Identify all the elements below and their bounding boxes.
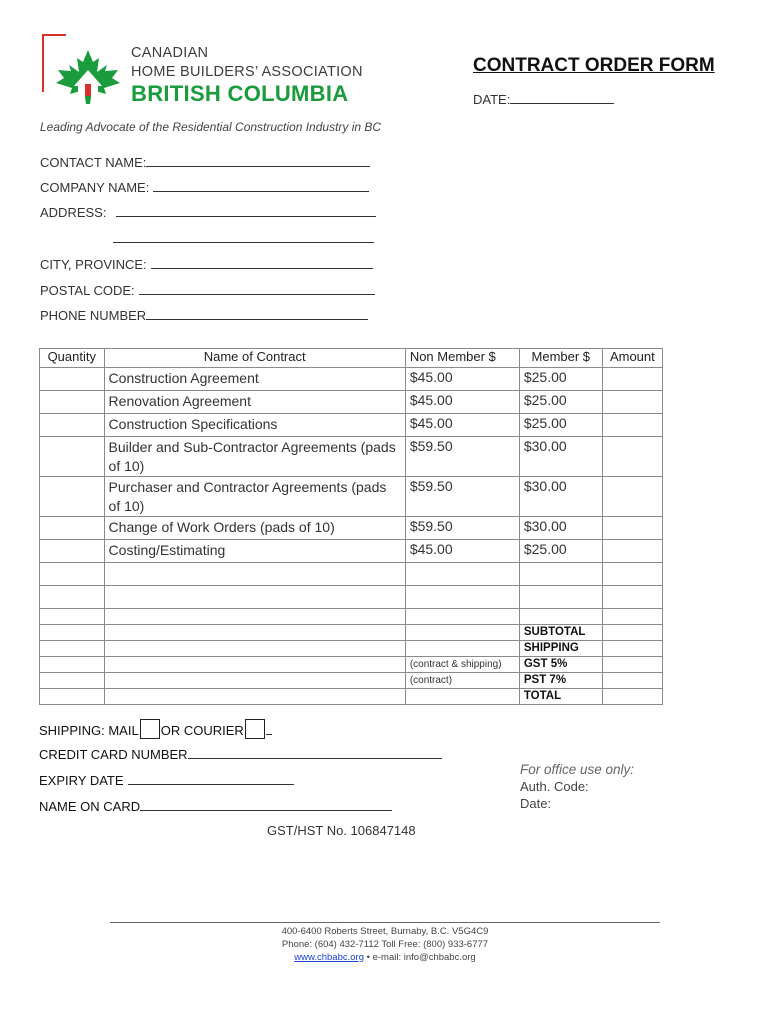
quantity-cell[interactable]: [40, 477, 105, 517]
quantity-cell[interactable]: [40, 563, 105, 586]
date-line[interactable]: [510, 91, 614, 104]
footer-divider: [110, 922, 660, 923]
contract-name: Change of Work Orders (pads of 10): [104, 517, 405, 540]
amount-cell[interactable]: [602, 437, 662, 477]
address-line-1[interactable]: [116, 204, 376, 217]
expiry-line[interactable]: [128, 772, 294, 785]
member-price: $25.00: [519, 540, 602, 563]
org-name-line2: HOME BUILDERS’ ASSOCIATION: [131, 64, 363, 80]
company-name-label: COMPANY NAME:: [40, 180, 150, 195]
address-field-2[interactable]: [113, 230, 374, 246]
office-date-label: Date:: [520, 796, 552, 811]
table-row-blank: [40, 586, 663, 609]
empty-cell: [40, 641, 105, 657]
gst-amount[interactable]: [602, 657, 662, 673]
member-price: $30.00: [519, 517, 602, 540]
expiry-label: EXPIRY DATE: [39, 773, 124, 788]
member-price: $25.00: [519, 368, 602, 391]
contract-name: Construction Specifications: [104, 414, 405, 437]
name-on-card-label: NAME ON CARD: [39, 799, 141, 814]
tagline: Leading Advocate of the Residential Construction Industry in BC: [40, 120, 382, 134]
non-member-price: $45.00: [405, 368, 519, 391]
shipping-row: [40, 641, 663, 657]
empty-cell: [104, 689, 405, 705]
address-line-2[interactable]: [113, 230, 374, 243]
total-label: TOTAL: [519, 689, 602, 705]
subtotal-label: SUBTOTAL: [519, 625, 602, 641]
non-member-price: $45.00: [405, 540, 519, 563]
amount-cell[interactable]: [602, 368, 662, 391]
pst-note: (contract): [405, 673, 519, 689]
header-quantity: Quantity: [40, 349, 105, 368]
table-row: [40, 414, 663, 437]
member-price: $25.00: [519, 414, 602, 437]
credit-card-label: CREDIT CARD NUMBER: [39, 747, 188, 762]
non-member-cell[interactable]: [405, 586, 519, 609]
shipping-amount[interactable]: [602, 641, 662, 657]
org-name-line3: BRITISH COLUMBIA: [131, 81, 349, 106]
table-row: [40, 540, 663, 563]
member-cell[interactable]: [519, 563, 602, 586]
quantity-cell[interactable]: [40, 540, 105, 563]
member-cell[interactable]: [519, 609, 602, 625]
contact-name-field[interactable]: [40, 154, 370, 170]
office-use-box: [520, 762, 634, 811]
credit-card-field[interactable]: [39, 746, 442, 762]
non-member-cell[interactable]: [405, 609, 519, 625]
amount-cell[interactable]: [602, 477, 662, 517]
courier-checkbox[interactable]: [245, 719, 265, 739]
credit-card-line[interactable]: [188, 746, 442, 759]
address-label: ADDRESS:: [40, 205, 107, 220]
name-on-card-field[interactable]: [39, 798, 392, 814]
non-member-price: $59.50: [405, 437, 519, 477]
footer-address: 400-6400 Roberts Street, Burnaby, B.C. V5G4C9: [281, 926, 489, 937]
date-label: DATE:: [473, 92, 511, 107]
subtotal-row: [40, 625, 663, 641]
address-field[interactable]: [40, 204, 376, 220]
contract-name: Builder and Sub-Contractor Agreements (pads of 10): [104, 437, 405, 477]
pst-label: PST 7%: [519, 673, 602, 689]
table-row: [40, 517, 663, 540]
non-member-price: $59.50: [405, 517, 519, 540]
shipping-mail-label: SHIPPING: MAIL: [39, 723, 139, 738]
table-row: [40, 437, 663, 477]
courier-line: [266, 722, 272, 735]
city-province-line[interactable]: [151, 256, 373, 269]
contract-name: Construction Agreement: [104, 368, 405, 391]
header-contract-name: Name of Contract: [104, 349, 405, 368]
phone-number-field[interactable]: [40, 307, 368, 323]
subtotal-amount[interactable]: [602, 625, 662, 641]
total-row: [40, 689, 663, 705]
non-member-price: $59.50: [405, 477, 519, 517]
amount-cell[interactable]: [602, 517, 662, 540]
table-row: [40, 391, 663, 414]
empty-cell: [40, 657, 105, 673]
member-price: $30.00: [519, 437, 602, 477]
mail-checkbox[interactable]: [140, 719, 160, 739]
amount-cell[interactable]: [602, 586, 662, 609]
contact-name-label: CONTACT NAME:: [40, 155, 147, 170]
amount-cell[interactable]: [602, 540, 662, 563]
city-province-field[interactable]: [40, 256, 373, 272]
gst-note: (contract & shipping): [405, 657, 519, 673]
empty-cell: [405, 641, 519, 657]
amount-cell[interactable]: [602, 414, 662, 437]
gst-row: [40, 657, 663, 673]
header-non-member: Non Member $: [405, 349, 519, 368]
expiry-date-field[interactable]: [39, 772, 294, 788]
footer-email: • e-mail: info@chbabc.org: [363, 952, 476, 963]
quantity-cell[interactable]: [40, 368, 105, 391]
empty-cell: [40, 673, 105, 689]
shipping-label: SHIPPING: [519, 641, 602, 657]
amount-cell[interactable]: [602, 563, 662, 586]
date-field[interactable]: [473, 91, 614, 107]
website-link[interactable]: www.chbabc.org: [294, 952, 364, 963]
empty-cell: [104, 625, 405, 641]
phone-number-line[interactable]: [146, 307, 368, 320]
order-table: [39, 348, 663, 705]
office-use-heading: For office use only:: [520, 762, 635, 777]
empty-cell: [405, 625, 519, 641]
postal-code-label: POSTAL CODE:: [40, 283, 135, 298]
total-amount[interactable]: [602, 689, 662, 705]
company-name-line[interactable]: [153, 179, 369, 192]
empty-cell: [405, 689, 519, 705]
footer-phone: Phone: (604) 432-7112 Toll Free: (800) 933-6777: [281, 939, 489, 950]
contract-name-cell[interactable]: [104, 609, 405, 625]
pst-row: [40, 673, 663, 689]
quantity-cell[interactable]: [40, 414, 105, 437]
postal-code-line[interactable]: [139, 282, 375, 295]
contract-name-cell[interactable]: [104, 586, 405, 609]
quantity-cell[interactable]: [40, 609, 105, 625]
contract-name-cell[interactable]: [104, 563, 405, 586]
non-member-cell[interactable]: [405, 563, 519, 586]
member-price: $30.00: [519, 477, 602, 517]
logo-accent-line: [42, 34, 44, 92]
contact-name-line[interactable]: [146, 154, 370, 167]
empty-cell: [104, 673, 405, 689]
courier-label: OR COURIER: [160, 723, 244, 738]
table-row: [40, 477, 663, 517]
empty-cell: [40, 689, 105, 705]
table-row-blank: [40, 563, 663, 586]
gst-label: GST 5%: [519, 657, 602, 673]
org-name-line1: CANADIAN: [131, 45, 209, 61]
amount-cell[interactable]: [602, 609, 662, 625]
header-amount: Amount: [602, 349, 662, 368]
member-cell[interactable]: [519, 586, 602, 609]
phone-number-label: PHONE NUMBER: [40, 308, 147, 323]
non-member-price: $45.00: [405, 414, 519, 437]
logo-accent-line-top: [42, 34, 66, 36]
quantity-cell[interactable]: [40, 517, 105, 540]
company-name-field[interactable]: [40, 179, 369, 195]
pst-amount[interactable]: [602, 673, 662, 689]
form-title: CONTRACT ORDER FORM: [473, 55, 715, 76]
table-row-blank: [40, 609, 663, 625]
table-row: [40, 368, 663, 391]
table-header-row: [40, 349, 663, 368]
empty-cell: [40, 625, 105, 641]
non-member-price: $45.00: [405, 391, 519, 414]
quantity-cell[interactable]: [40, 586, 105, 609]
contract-name: Purchaser and Contractor Agreements (pads of 10): [104, 477, 405, 517]
footer-contact: [110, 952, 660, 963]
member-price: $25.00: [519, 391, 602, 414]
postal-code-field[interactable]: [40, 282, 375, 298]
quantity-cell[interactable]: [40, 437, 105, 477]
gst-hst-number: GST/HST No. 106847148: [267, 823, 416, 838]
contract-name: Costing/Estimating: [104, 540, 405, 563]
maple-leaf-house-logo-icon: [52, 48, 124, 106]
contract-name: Renovation Agreement: [104, 391, 405, 414]
amount-cell[interactable]: [602, 391, 662, 414]
empty-cell: [104, 641, 405, 657]
shipping-method: [39, 719, 272, 739]
empty-cell: [104, 657, 405, 673]
city-province-label: CITY, PROVINCE:: [40, 257, 147, 272]
name-on-card-line[interactable]: [140, 798, 392, 811]
quantity-cell[interactable]: [40, 391, 105, 414]
auth-code-label: Auth. Code:: [520, 779, 589, 794]
header-member: Member $: [519, 349, 602, 368]
